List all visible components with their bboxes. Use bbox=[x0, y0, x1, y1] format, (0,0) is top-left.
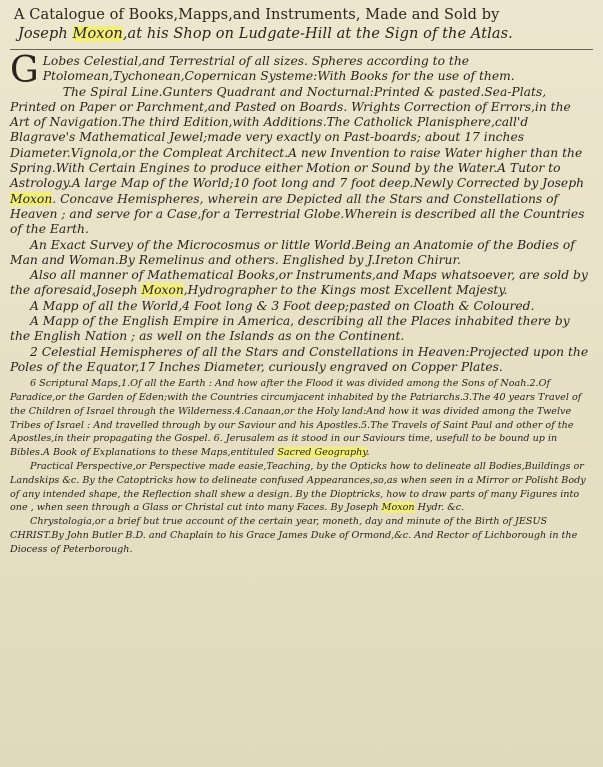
highlighted-sacred-geography: Sacred Geography bbox=[277, 447, 367, 459]
title-line-2 bbox=[14, 25, 593, 44]
paragraph-globes bbox=[10, 50, 593, 91]
paragraph-scriptural-maps-rest: . bbox=[366, 447, 370, 459]
catalogue-title bbox=[10, 6, 593, 44]
paragraph-instruments-rest: . Concave Hemispheres, wherein are Depicted all the Stars and Constellations of Heaven ; and serve for a Case,for a Terrestrial Globe.Wherein is described all the Countries of the Earth. bbox=[10, 191, 585, 237]
drop-cap: G bbox=[10, 50, 39, 91]
paragraph-perspective-rest: Hydr. &c. bbox=[417, 502, 465, 514]
highlighted-moxon: Moxon bbox=[141, 283, 184, 298]
highlighted-moxon: Moxon bbox=[10, 191, 53, 206]
paragraph-instruments-text: The Spiral Line.Gunters Quadrant and Nocturnal:Printed & pasted.Sea-Plats, Printed on Paper or Parchment,and Pasted on Boards. Wrights Correction of Errors,in the Art of Navigation.The third Edition,with Additions.The Catholick Planisphere,call'd Blagrave's Mathematical Jewel;made very exactly on Past-boards; about 17 inches Diameter.Vignola,or the Compleat Architect.A new Invention to raise Water higher than the Spring.With Certain Engines to produce either Motion or Sound by the Water.A Tutor to Astrology.A large Map of the World;10 foot long and 7 foot deep.Newly Corrected by Joseph bbox=[10, 84, 584, 191]
paragraph-america-map: A Mapp of the English Empire in America, describing all the Places inhabited there by the English Nation ; as well on the Islands as on the Continent. bbox=[10, 314, 570, 344]
paragraph-scriptural-maps bbox=[10, 377, 593, 460]
paragraph-all-books-text: Also all manner of Mathematical Books,or Instruments,and Maps whatsoever, are sold by the aforesaid,Joseph bbox=[10, 268, 588, 298]
paragraph-instruments bbox=[10, 85, 593, 238]
paragraph-perspective bbox=[10, 460, 593, 515]
paragraph-perspective-text: Practical Perspective,or Perspective made easie,Teaching, by the Opticks how to delineate all Bodies,Buildings or Landskips &c. By the Catoptricks how to delineate confused Appearances,so,as when seen in a Mirror or Polisht Body of any intended shape, the Reflection shall shew a design. By the Dioptricks, how to draw parts of many Figures into one , when seen through a Glass or Christal cut into many Faces. By Joseph bbox=[10, 461, 586, 514]
paragraph-globes-text: Lobes Celestial,and Terrestrial of all sizes. Spheres according to the Ptolomean,Tychonean,Copernican Systeme:With Books for the use of them. bbox=[42, 54, 515, 84]
paragraph-anatomy: An Exact Survey of the Microcosmus or little World.Being an Anatomie of the Bodies of Man and Woman.By Remelinus and others. Englished by J.Ireton Chirur. bbox=[10, 237, 575, 267]
paragraph-chrystologia: Chrystologia,or a brief but true account of the certain year, moneth, day and minute of the Birth of JESUS CHRIST.By John Butler B.D. and Chaplain to his Grace James Duke of Ormond,&c. And Rector of Lichborough in the Diocess of Peterborough. bbox=[10, 516, 578, 555]
title-line-1: A Catalogue of Books,Mapps,and Instruments, Made and Sold by bbox=[14, 7, 500, 23]
paragraph-scriptural-maps-text: 6 Scriptural Maps,1.Of all the Earth : And how after the Flood it was divided among the Sons of Noah.2.Of Paradice,or the Garden of Eden;with the Countries circumjacent inhabited by the Patriarchs.3.The 40 years Travel of the Children of Israel through the Wilderness.4.Canaan,or the Holy land:And how it was divided among the Twelve Tribes of Israel : And travelled through by our Saviour and his Apostles.5.The Travels of Saint Paul and other of the Apostles,in their propagating the Gospel. 6. Jerusalem as it stood in our Saviours time, usefull to be bound up in Bibles.A Book of Explanations to these Maps,entituled bbox=[10, 378, 582, 459]
highlighted-moxon: Moxon bbox=[381, 502, 415, 514]
title-name-first: Joseph bbox=[18, 26, 68, 42]
paragraph-hemispheres: 2 Celestial Hemispheres of all the Stars and Constellations in Heaven:Projected upon the Poles of the Equator,17 Inches Diameter, curiously engraved on Copper Plates. bbox=[10, 344, 589, 374]
title-line-2-rest: ,at his Shop on Ludgate-Hill at the Sign of the Atlas. bbox=[122, 26, 513, 42]
title-rule bbox=[10, 49, 593, 50]
paragraph-all-books bbox=[10, 268, 593, 299]
paragraph-all-books-rest: ,Hydrographer to the Kings most Excellent Majesty. bbox=[183, 283, 508, 298]
highlighted-moxon: Moxon bbox=[72, 26, 123, 42]
paragraph-world-map: A Mapp of all the World,4 Foot long & 3 Foot deep;pasted on Cloath & Coloured. bbox=[30, 298, 535, 313]
